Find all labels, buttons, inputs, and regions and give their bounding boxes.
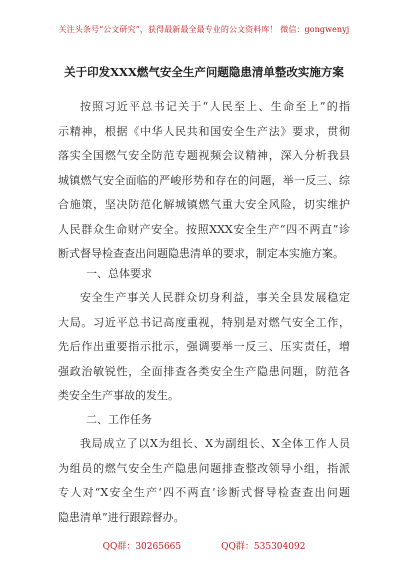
footer-contacts xyxy=(0,539,408,552)
paragraph-line: 我局成立了以X为组长、X为副组长、X全体工作人员 xyxy=(80,437,350,450)
paragraph-line: 人民群众生命财产安全。按照XXX安全生产“四不两直”诊 xyxy=(58,222,350,236)
paragraph-line: 大局。习近平总书记高度重视，特别是对燃气安全工作， xyxy=(58,315,350,329)
qq-group-1: QQ群：30265665 xyxy=(102,542,182,552)
paragraph-line: 按照习近平总书记关于“人民至上、生命至上”的指 xyxy=(80,100,350,113)
paragraph-line: 先后作出重要指示批示，强调要举一反三、压实责任，增 xyxy=(58,340,350,353)
paragraph-line: 强政治敏锐性，全面排查各类安全生产隐患问题，防范各 xyxy=(58,364,350,378)
paragraph-line: 类安全生产事故的发生。 xyxy=(58,389,179,402)
paragraph-line: 为组员的燃气安全生产隐患问题排查整改领导小组，指派 xyxy=(58,461,350,475)
paragraph-line: 专人对“X安全生产‘四不两直’诊断式督导检查查出问题 xyxy=(58,486,350,499)
paragraph-line: 安全生产事关人民群众切身利益，事关全县发展稳定 xyxy=(80,291,350,304)
section-heading-work-tasks: 二、工作任务 xyxy=(86,413,152,426)
qq-group-2: QQ群：535304092 xyxy=(221,542,306,552)
paragraph-line: 隐患清单”进行跟踪督办。 xyxy=(58,510,185,524)
header-banner: 关注头条号“公文研究”，获得最新最全最专业的公文资料库！ 微信：gongwenyj xyxy=(58,25,350,34)
section1-paragraph xyxy=(58,286,350,409)
section-heading-general-requirements: 一、总体要求 xyxy=(86,267,152,280)
paragraph-line: 落实全国燃气安全防范专题视频会议精神，深入分析我县 xyxy=(58,149,350,162)
paragraph-line: 断式督导检查查出问题隐患清单的要求，制定本实施方案。 xyxy=(58,247,344,260)
paragraph-line: 示精神，根据《中华人民共和国安全生产法》要求，贯彻 xyxy=(58,124,350,138)
paragraph-line: 城镇燃气安全面临的严峻形势和存在的问题，举一反三、综 xyxy=(58,173,350,187)
section2-paragraph xyxy=(58,432,350,530)
document-title: 关于印发XXX燃气安全生产问题隐患清单整改实施方案 xyxy=(64,65,344,79)
paragraph-line: 合施策，坚决防范化解城镇燃气重大安全风险，切实维护 xyxy=(58,198,350,211)
intro-paragraph xyxy=(58,95,350,267)
